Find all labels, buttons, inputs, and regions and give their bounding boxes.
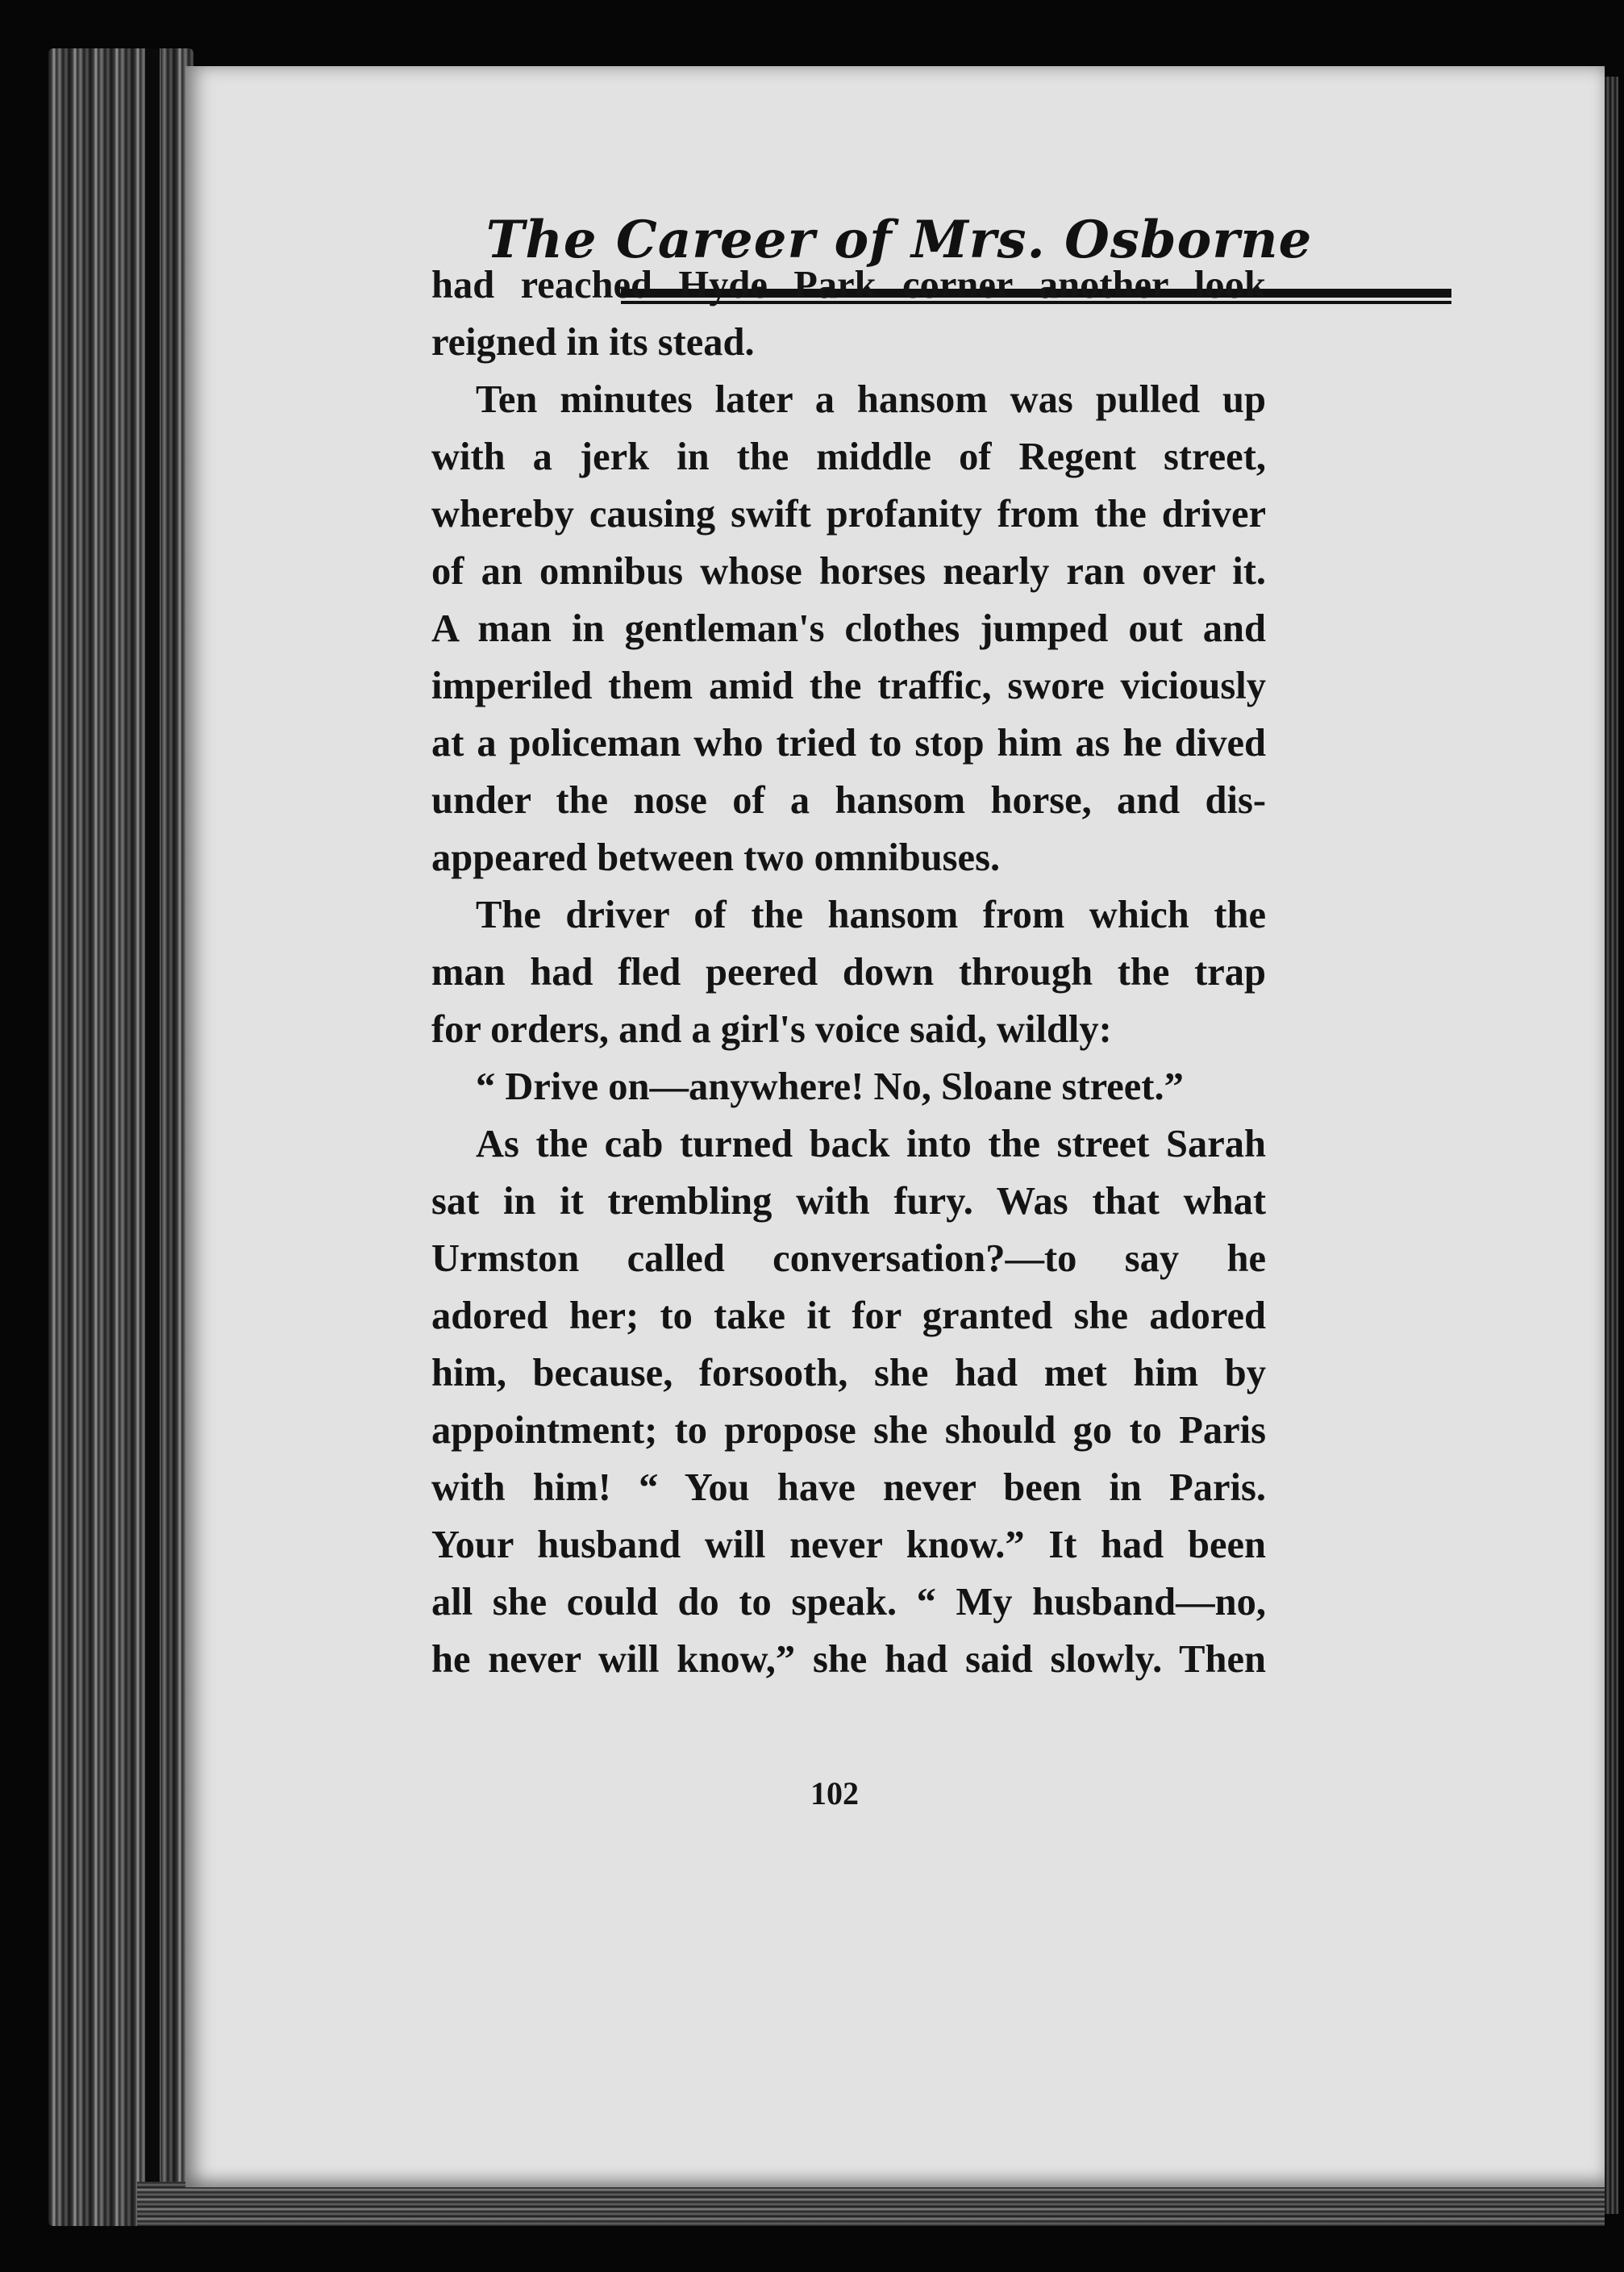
text-line: under the nose of a hansom horse, and dis- <box>431 779 1266 822</box>
page-number: 102 <box>810 1775 859 1811</box>
running-head: The Career of Mrs. Osborne <box>485 210 1313 270</box>
text-line: man had fled peered down through the trap <box>431 951 1266 994</box>
text-line: of an omnibus whose horses nearly ran over it. <box>431 550 1266 593</box>
book-page-edges <box>48 48 194 2226</box>
text-line: The driver of the hansom from which the <box>476 894 1266 936</box>
text-line: he never will know,” she had said slowly. Then <box>431 1638 1266 1681</box>
text-line: with a jerk in the middle of Regent street, <box>431 436 1266 478</box>
body-text <box>431 256 1266 1688</box>
text-line: As the cab turned back into the street Sarah <box>476 1123 1266 1165</box>
text-line: appointment; to propose she should go to Paris <box>431 1409 1266 1452</box>
text-line: Urmston called conversation?—to say he <box>431 1237 1266 1280</box>
text-line: reigned in its stead. <box>431 321 755 364</box>
text-line: “ Drive on—anywhere! No, Sloane street.” <box>476 1065 1184 1108</box>
text-line: sat in it trembling with fury. Was that what <box>431 1180 1266 1223</box>
text-line: him, because, forsooth, she had met him by <box>431 1352 1266 1394</box>
text-line: at a policeman who tried to stop him as he dived <box>431 722 1266 765</box>
text-line: whereby causing swift profanity from the driver <box>431 493 1266 536</box>
text-line: adored her; to take it for granted she adored <box>431 1294 1266 1337</box>
text-line: Ten minutes later a hansom was pulled up <box>476 378 1266 421</box>
text-line: had reached Hyde Park corner another look <box>431 264 1266 306</box>
book-bottom-edge <box>137 2182 1605 2226</box>
text-line: appeared between two omnibuses. <box>431 836 1001 879</box>
text-line: all she could do to speak. “ My husband—no, <box>431 1581 1266 1624</box>
text-line: for orders, and a girl's voice said, wildly: <box>431 1008 1112 1051</box>
text-line: A man in gentleman's clothes jumped out and <box>431 607 1266 650</box>
text-line: imperiled them amid the traffic, swore viciously <box>431 665 1266 707</box>
text-line: with him! “ You have never been in Paris. <box>431 1466 1266 1509</box>
text-line: Your husband will never know.” It had been <box>431 1524 1266 1566</box>
